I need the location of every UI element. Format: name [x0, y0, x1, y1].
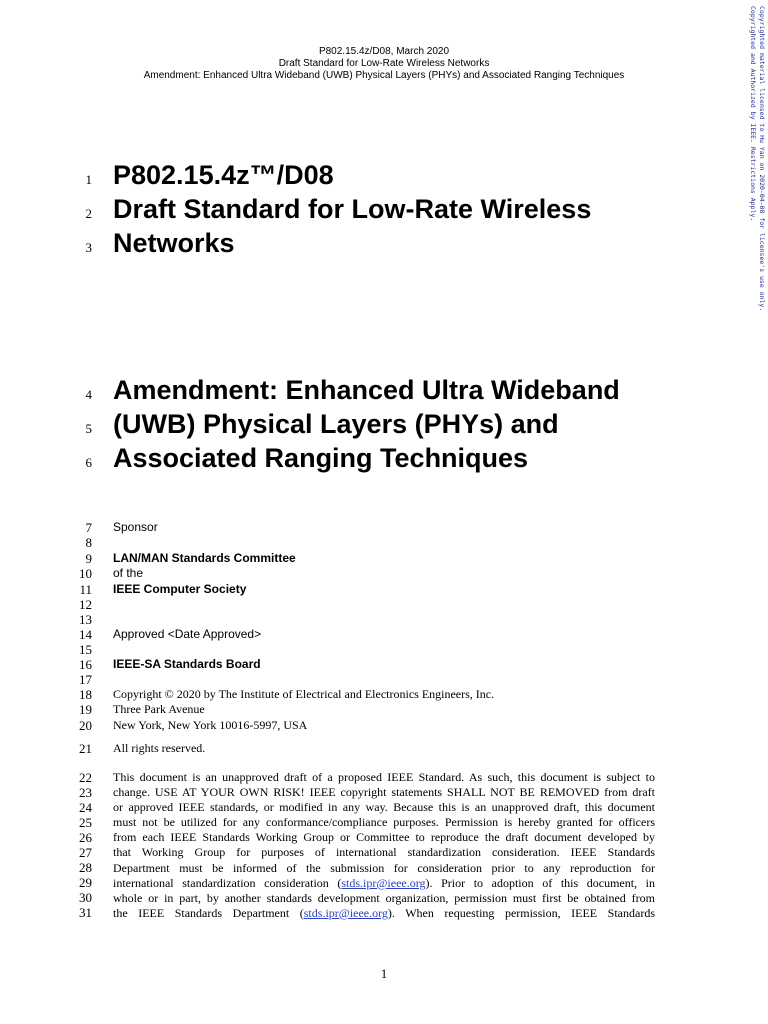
- line-number: 23: [79, 785, 92, 800]
- paragraph-line: whole or in part, by another standards development organization, permission must first be obtained from: [113, 890, 655, 905]
- line-number: 15: [79, 642, 92, 657]
- license-watermark-line1: Copyrighted material licensed to Hu Yan on 2020-04-08 for licensee's use only.: [758, 6, 766, 312]
- paragraph-line: international standardization consideration (stds.ipr@ieee.org). Prior to adoption of this document, in: [113, 875, 655, 890]
- line-number: 24: [79, 800, 92, 815]
- license-watermark-line2: Copyrighted and Authorized by IEEE. Restrictions Apply.: [749, 6, 757, 222]
- paragraph-line: the IEEE Standards Department (stds.ipr@ieee.org). When requesting permission, IEEE Standards: [113, 905, 655, 920]
- paragraph-line: that Working Group for purposes of international standardization consideration. IEEE Standards: [113, 845, 655, 860]
- paragraph-line: change. USE AT YOUR OWN RISK! IEEE copyright statements SHALL NOT BE REMOVED from draft: [113, 785, 655, 800]
- ipr-email-link[interactable]: stds.ipr@ieee.org: [303, 905, 388, 920]
- header-amendment: Amendment: Enhanced Ultra Wideband (UWB) Physical Layers (PHYs) and Associated Ranging Techniques: [143, 70, 625, 81]
- paragraph-line: This document is an unapproved draft of a proposed IEEE Standard. As such, this document is subject to: [113, 770, 655, 784]
- sponsor-committee: LAN/MAN Standards Committee: [113, 551, 296, 565]
- line-number: 27: [79, 845, 92, 860]
- line-number: 21: [79, 741, 92, 756]
- line-number: 5: [85, 421, 92, 436]
- line-number: 31: [79, 905, 92, 920]
- amendment-title-line: (UWB) Physical Layers (PHYs) and: [113, 409, 559, 439]
- approval-date: Approved <Date Approved>: [113, 627, 262, 641]
- line-number: 10: [79, 566, 92, 581]
- document-title-line: Draft Standard for Low-Rate Wireless: [113, 194, 592, 224]
- line-number: 28: [79, 860, 92, 875]
- paragraph-line: from each IEEE Standards Working Group or Committee to reproduce the draft document developed by: [113, 830, 655, 845]
- address-city: New York, New York 10016-5997, USA: [113, 718, 308, 732]
- standards-board: IEEE-SA Standards Board: [113, 657, 261, 671]
- rights-reserved: All rights reserved.: [113, 741, 206, 755]
- line-number: 17: [79, 672, 92, 687]
- line-number: 12: [79, 597, 92, 612]
- ipr-email-link[interactable]: stds.ipr@ieee.org: [341, 875, 426, 890]
- line-number: 1: [85, 172, 92, 187]
- line-number: 13: [79, 612, 92, 627]
- draft-notice-paragraph: [113, 770, 655, 921]
- paragraph-line: or approved IEEE standards, or modified in any way. Because this is an unapproved draft, this document: [113, 800, 655, 815]
- amendment-title-line: Amendment: Enhanced Ultra Wideband: [113, 375, 620, 405]
- amendment-title-line: Associated Ranging Techniques: [113, 443, 529, 473]
- line-number: 16: [79, 657, 92, 672]
- line-number: 9: [85, 551, 92, 566]
- line-number: 20: [79, 718, 92, 733]
- page-number: 1: [380, 966, 388, 981]
- line-number: 8: [85, 535, 92, 550]
- line-number: 26: [79, 830, 92, 845]
- sponsor-society: IEEE Computer Society: [113, 582, 247, 596]
- line-number: 14: [79, 627, 92, 642]
- line-number: 25: [79, 815, 92, 830]
- line-number: 30: [79, 890, 92, 905]
- header-title: Draft Standard for Low-Rate Wireless Networks: [278, 58, 490, 69]
- line-number: 3: [85, 240, 92, 255]
- sponsor-label: Sponsor: [113, 520, 158, 534]
- line-number: 2: [85, 206, 92, 221]
- paragraph-line: must not be utilized for any conformance/compliance purposes. Permission is hereby granted for officers: [113, 815, 655, 830]
- line-number: 19: [79, 702, 92, 717]
- line-number: 11: [79, 582, 92, 597]
- line-number: 29: [79, 875, 92, 890]
- line-number: 4: [85, 387, 92, 402]
- line-number: 18: [79, 687, 92, 702]
- line-number: 7: [85, 520, 92, 535]
- paragraph-line: Department must be informed of the submission for consideration prior to any reproduction for: [113, 860, 655, 875]
- line-number: 22: [79, 770, 92, 785]
- line-number: 6: [85, 455, 92, 470]
- sponsor-of: of the: [113, 566, 144, 580]
- document-designation: P802.15.4z™/D08: [113, 160, 334, 190]
- license-watermark: [748, 6, 766, 311]
- document-title-line: Networks: [113, 228, 235, 258]
- copyright-line: Copyright © 2020 by The Institute of Electrical and Electronics Engineers, Inc.: [113, 687, 495, 701]
- address-street: Three Park Avenue: [113, 702, 205, 716]
- header-doc-id: P802.15.4z/D08, March 2020: [318, 46, 450, 57]
